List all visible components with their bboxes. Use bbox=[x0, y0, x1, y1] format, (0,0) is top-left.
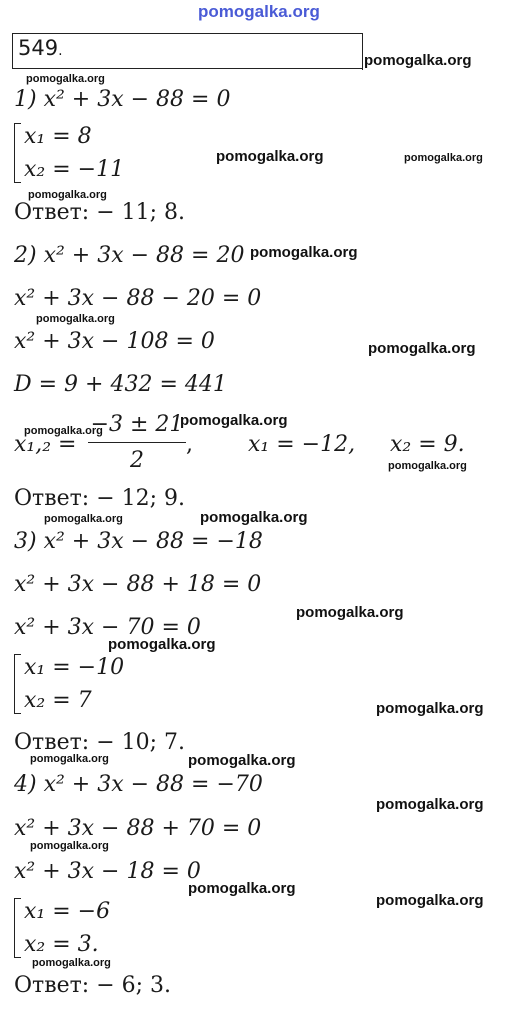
watermark: pomogalka.org bbox=[26, 73, 105, 85]
exercise-number-suffix: . bbox=[58, 43, 63, 59]
watermark: pomogalka.org bbox=[36, 313, 115, 325]
watermark: pomogalka.org bbox=[108, 636, 216, 653]
watermark: pomogalka.org bbox=[188, 752, 296, 769]
watermark: pomogalka.org bbox=[180, 412, 288, 429]
part1-root2: x₂ = −11 bbox=[24, 157, 125, 182]
part4-system-brace bbox=[14, 898, 21, 958]
part3-answer: Ответ: − 10; 7. bbox=[14, 730, 186, 755]
part4-step2: x² + 3x − 18 = 0 bbox=[14, 859, 201, 884]
part2-equation: 2) x² + 3x − 88 = 20 bbox=[14, 243, 245, 268]
watermark: pomogalka.org bbox=[30, 840, 109, 852]
watermark: pomogalka.org bbox=[376, 700, 484, 717]
watermark: pomogalka.org bbox=[250, 244, 358, 261]
watermark: pomogalka.org bbox=[200, 509, 308, 526]
exercise-header-box bbox=[12, 33, 363, 69]
watermark: pomogalka.org bbox=[296, 604, 404, 621]
part2-fraction-denominator: 2 bbox=[130, 448, 144, 473]
site-header[interactable]: pomogalka.org bbox=[198, 2, 320, 21]
part4-root2: x₂ = 3. bbox=[24, 932, 99, 957]
part2-step1: x² + 3x − 88 − 20 = 0 bbox=[14, 286, 262, 311]
watermark: pomogalka.org bbox=[388, 460, 467, 472]
part4-answer: Ответ: − 6; 3. bbox=[14, 973, 172, 998]
watermark: pomogalka.org bbox=[368, 340, 476, 357]
part4-step1: x² + 3x − 88 + 70 = 0 bbox=[14, 816, 262, 841]
watermark: pomogalka.org bbox=[24, 425, 103, 437]
exercise-number bbox=[18, 36, 63, 60]
watermark: pomogalka.org bbox=[28, 189, 107, 201]
watermark: pomogalka.org bbox=[32, 957, 111, 969]
part1-root1: x₁ = 8 bbox=[24, 124, 92, 149]
watermark: pomogalka.org bbox=[376, 892, 484, 909]
watermark: pomogalka.org bbox=[364, 52, 472, 69]
watermark: pomogalka.org bbox=[188, 880, 296, 897]
watermark: pomogalka.org bbox=[44, 513, 123, 525]
part2-step2: x² + 3x − 108 = 0 bbox=[14, 329, 215, 354]
part2-answer: Ответ: − 12; 9. bbox=[14, 486, 186, 511]
watermark: pomogalka.org bbox=[30, 753, 109, 765]
part1-equation: 1) x² + 3x − 88 = 0 bbox=[14, 87, 231, 112]
part2-fraction-numerator: −3 ± 21 bbox=[90, 412, 184, 437]
part1-answer: Ответ: − 11; 8. bbox=[14, 200, 186, 225]
part3-step2: x² + 3x − 70 = 0 bbox=[14, 615, 201, 640]
watermark: pomogalka.org bbox=[376, 796, 484, 813]
part1-system-brace bbox=[14, 123, 21, 183]
part2-discriminant: D = 9 + 432 = 441 bbox=[14, 372, 227, 397]
watermark: pomogalka.org bbox=[216, 148, 324, 165]
part2-fraction-comma: , bbox=[186, 432, 193, 457]
part3-root1: x₁ = −10 bbox=[24, 655, 125, 680]
part3-step1: x² + 3x − 88 + 18 = 0 bbox=[14, 572, 262, 597]
exercise-header-box-edge bbox=[362, 33, 363, 70]
watermark: pomogalka.org bbox=[404, 152, 483, 164]
part4-equation: 4) x² + 3x − 88 = −70 bbox=[14, 772, 263, 797]
part2-roots-label: x₁,₂ = bbox=[14, 432, 77, 457]
part2-root2: x₂ = 9. bbox=[390, 432, 465, 457]
exercise-number-text: 549 bbox=[18, 36, 59, 60]
part3-system-brace bbox=[14, 654, 21, 714]
part3-root2: x₂ = 7 bbox=[24, 688, 92, 713]
part4-root1: x₁ = −6 bbox=[24, 899, 111, 924]
part2-fraction-bar bbox=[88, 442, 186, 443]
part2-root1: x₁ = −12, bbox=[248, 432, 356, 457]
part3-equation: 3) x² + 3x − 88 = −18 bbox=[14, 529, 263, 554]
